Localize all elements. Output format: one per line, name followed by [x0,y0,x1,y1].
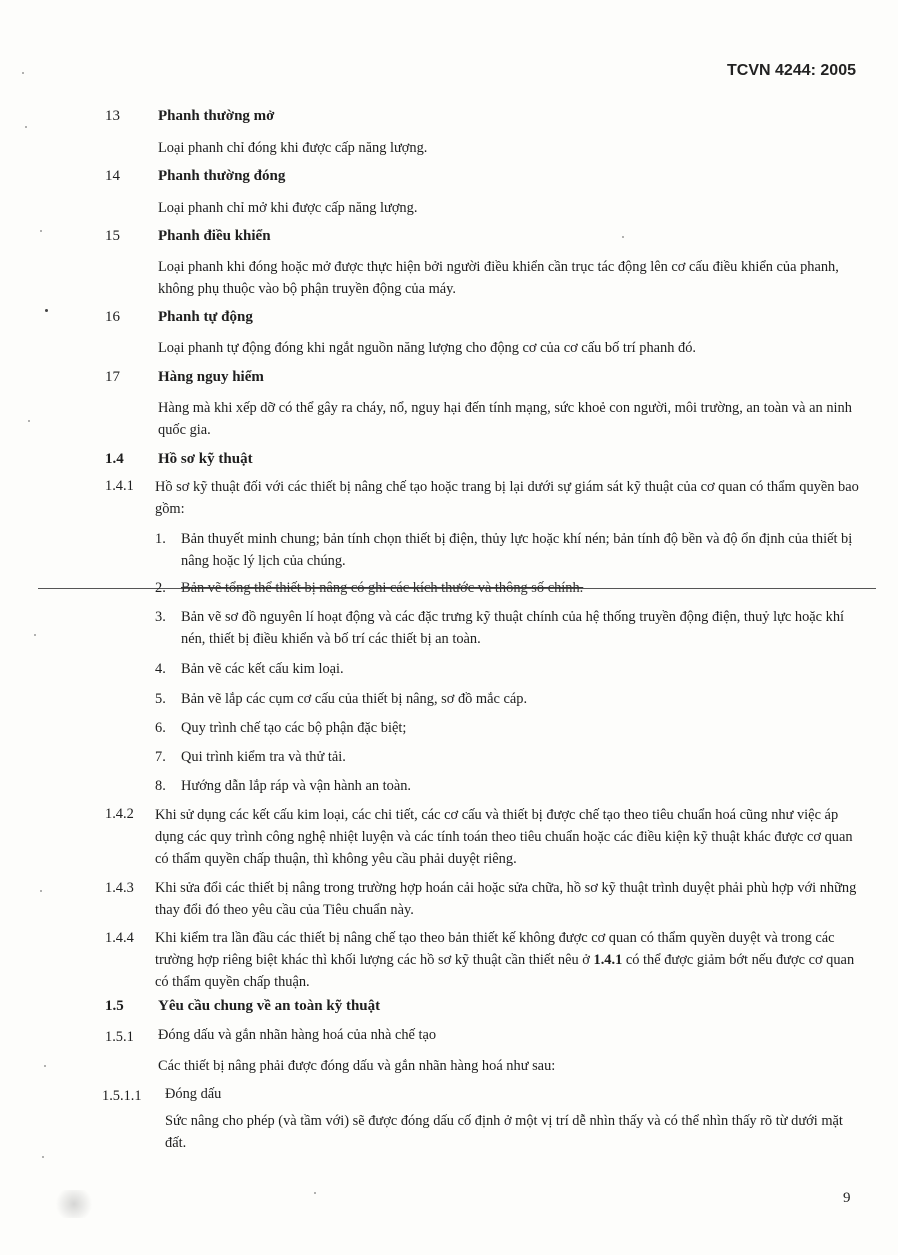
list-item-text: Hướng dẫn lắp ráp và vận hành an toàn. [181,778,411,794]
term-definition: Loại phanh chỉ mở khi được cấp năng lượng. [158,200,418,216]
scan-speck [25,126,27,128]
term-title: Phanh tự động [158,309,253,325]
term-number: 14 [105,168,120,184]
cross-reference: 1.4.1 [593,952,623,968]
term-number: 16 [105,309,120,325]
term-title: Phanh thường đóng [158,168,286,184]
scan-speck [622,236,624,238]
list-item-text: Bản thuyết minh chung; bản tính chọn thiết bị điện, thủy lực hoặc khí nén; bản tính độ bền và độ ổn định của thiết bị nâng hoặc lý lịch của chúng. [181,531,853,569]
list-item-number: 6. [155,720,166,736]
subsection-number: 1.4.3 [105,880,134,896]
scan-speck [314,1192,316,1194]
term-title: Phanh thường mở [158,108,275,124]
subsection-text-part: Khi kiểm tra lần đầu các thiết bị nâng chế tạo theo bản thiết kế không được cơ quan có thẩm quyền duyệt và trong các trường hợp riêng biệt khác thì khối lượng các hồ sơ kỹ thuật cần thiết nêu ở [155,930,835,968]
section-number: 1.4 [105,451,124,467]
page-number: 9 [843,1190,851,1206]
term-definition: Hàng mà khi xếp dỡ có thể gây ra cháy, nổ, nguy hại đến tính mạng, sức khoẻ con người, môi trường, an toàn và an ninh quốc gia. [158,400,852,438]
list-item-text: Bản vẽ sơ đồ nguyên lí hoạt động và các đặc trưng kỹ thuật chính của hệ thống truyền động điện, thuỷ lực hoặc khí nén, thiết bị điều khiển và bố trí các thiết bị an toàn. [181,609,845,647]
term-definition: Loại phanh chỉ đóng khi được cấp năng lượng. [158,140,428,156]
list-item-text: Qui trình kiểm tra và thử tải. [181,749,346,765]
scan-speck [40,890,42,892]
subsection-text-part: có thể được giảm bớt nếu được cơ quan có thẩm quyền chấp thuận. [155,952,855,990]
subsection-title: Đóng dấu [165,1086,222,1102]
list-item-number: 5. [155,691,166,707]
scan-speck [44,1065,46,1067]
term-definition: Loại phanh khi đóng hoặc mở được thực hiện bởi người điều khiển cần trục tác động lên cơ cấu điều khiển của phanh, không phụ thuộc vào bộ phận truyền động của máy. [158,259,839,297]
scan-speck [22,72,24,74]
list-item-number: 8. [155,778,166,794]
section-title: Hồ sơ kỹ thuật [158,451,253,467]
term-definition: Loại phanh tự động đóng khi ngắt nguồn năng lượng cho động cơ của cơ cấu bố trí phanh đó. [158,340,696,356]
list-item-text-struck: Bản vẽ tổng thể thiết bị nâng có ghi các kích thước và thông số chính. [181,580,584,596]
subsection-text: Hồ sơ kỹ thuật đối với các thiết bị nâng chế tạo hoặc trang bị lại dưới sự giám sát kỹ thuật của cơ quan có thẩm quyền bao gồm: [155,479,859,517]
scan-speck [34,634,36,636]
subsection-number: 1.5.1.1 [102,1088,142,1104]
subsection-title: Đóng dấu và gắn nhãn hàng hoá của nhà chế tạo [158,1027,437,1043]
scan-speck [28,420,30,422]
scan-smudge [52,1190,96,1218]
subsection-text [155,927,859,993]
scan-speck [42,1156,44,1158]
section-number: 1.5 [105,998,124,1014]
term-number: 15 [105,228,120,244]
scan-speck [45,309,48,312]
subsection-text: Khi sửa đổi các thiết bị nâng trong trường hợp hoán cải hoặc sửa chữa, hồ sơ kỹ thuật trình duyệt phải phù hợp với những thay đổi đó theo yêu cầu của Tiêu chuẩn này. [155,880,857,918]
scan-speck [40,230,42,232]
list-item-number: 7. [155,749,166,765]
term-title: Phanh điều khiển [158,228,271,244]
list-item-text: Quy trình chế tạo các bộ phận đặc biệt; [181,720,407,736]
subsection-text: Các thiết bị nâng phải được đóng dấu và gắn nhãn hàng hoá như sau: [158,1058,556,1074]
term-title: Hàng nguy hiểm [158,369,264,385]
subsection-text: Sức nâng cho phép (và tầm với) sẽ được đóng dấu cố định ở một vị trí dễ nhìn thấy và có thể nhìn thấy rõ từ dưới mặt đất. [165,1113,843,1151]
list-item-text: Bản vẽ các kết cấu kim loại. [181,661,344,677]
subsection-text: Khi sử dụng các kết cấu kim loại, các chi tiết, các cơ cấu và thiết bị được chế tạo theo tiêu chuẩn hoá cũng như việc áp dụng các quy trình công nghệ nhiệt luyện và các tính toán theo tiêu chuẩn hoặc các điều kiện kỹ thuật khác được cơ quan có thẩm quyền chấp thuận, thì không yêu cầu phải duyệt riêng. [155,807,853,867]
subsection-number: 1.4.2 [105,806,134,822]
list-item-number: 3. [155,609,166,625]
subsection-number: 1.5.1 [105,1029,134,1045]
standard-code-header: TCVN 4244: 2005 [727,62,856,79]
subsection-number: 1.4.4 [105,930,134,946]
term-number: 17 [105,369,120,385]
subsection-number: 1.4.1 [105,478,134,494]
term-number: 13 [105,108,120,124]
section-title: Yêu cầu chung về an toàn kỹ thuật [158,998,381,1014]
list-item-number: 1. [155,531,166,547]
list-item-number: 4. [155,661,166,677]
list-item-number: 2. [155,580,166,596]
list-item-text: Bản vẽ lắp các cụm cơ cấu của thiết bị nâng, sơ đồ mắc cáp. [181,691,528,707]
